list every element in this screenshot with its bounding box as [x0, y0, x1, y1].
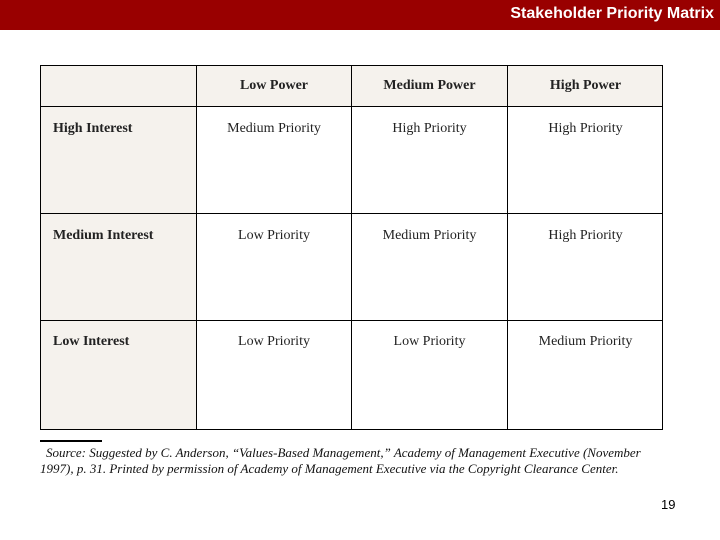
source-line-1: Source: Suggested by C. Anderson, “Values-Based Management,” Academy of Management Executive (November — [46, 445, 641, 460]
matrix-cell — [351, 320, 507, 430]
slide-title: Stakeholder Priority Matrix — [510, 5, 714, 22]
cell-value: Medium Priority — [538, 334, 633, 349]
column-header-label: Medium Power — [383, 78, 476, 93]
priority-matrix — [40, 65, 663, 430]
cell-value: Medium Priority — [227, 121, 321, 136]
row-header-label: Medium Interest — [53, 228, 154, 243]
matrix-cell — [507, 213, 663, 320]
row-header-low-interest — [40, 320, 196, 430]
matrix-cell — [507, 320, 663, 430]
column-header-label: Low Power — [239, 78, 309, 93]
matrix-cell — [507, 106, 663, 213]
row-header-label: Low Interest — [53, 334, 130, 349]
matrix-border-bottom — [40, 429, 663, 430]
matrix-cell — [196, 106, 351, 213]
matrix-cell — [196, 213, 351, 320]
cell-value: Low Priority — [238, 334, 310, 349]
source-citation — [40, 445, 670, 477]
corner-cell — [40, 65, 196, 106]
column-header-medium-power — [351, 65, 507, 106]
matrix-cell — [351, 213, 507, 320]
matrix-cell — [351, 106, 507, 213]
cell-value: High Priority — [548, 228, 623, 243]
cell-value: Low Priority — [238, 228, 310, 243]
page-number: 19 — [661, 497, 676, 512]
column-header-label: High Power — [549, 78, 622, 93]
matrix-border-right — [662, 65, 663, 430]
column-header-low-power — [196, 65, 351, 106]
column-header-high-power — [507, 65, 663, 106]
matrix-cell — [196, 320, 351, 430]
row-header-high-interest — [40, 106, 196, 213]
cell-value: High Priority — [548, 121, 623, 136]
title-bar — [0, 0, 720, 30]
row-header-medium-interest — [40, 213, 196, 320]
footnote-rule — [40, 440, 102, 442]
source-line-2: 1997), p. 31. Printed by permission of Academy of Management Executive via the Copyright Clearance Center. — [40, 461, 619, 476]
cell-value: Low Priority — [393, 334, 466, 349]
row-header-label: High Interest — [53, 121, 133, 136]
cell-value: Medium Priority — [382, 228, 477, 243]
cell-value: High Priority — [392, 121, 467, 136]
